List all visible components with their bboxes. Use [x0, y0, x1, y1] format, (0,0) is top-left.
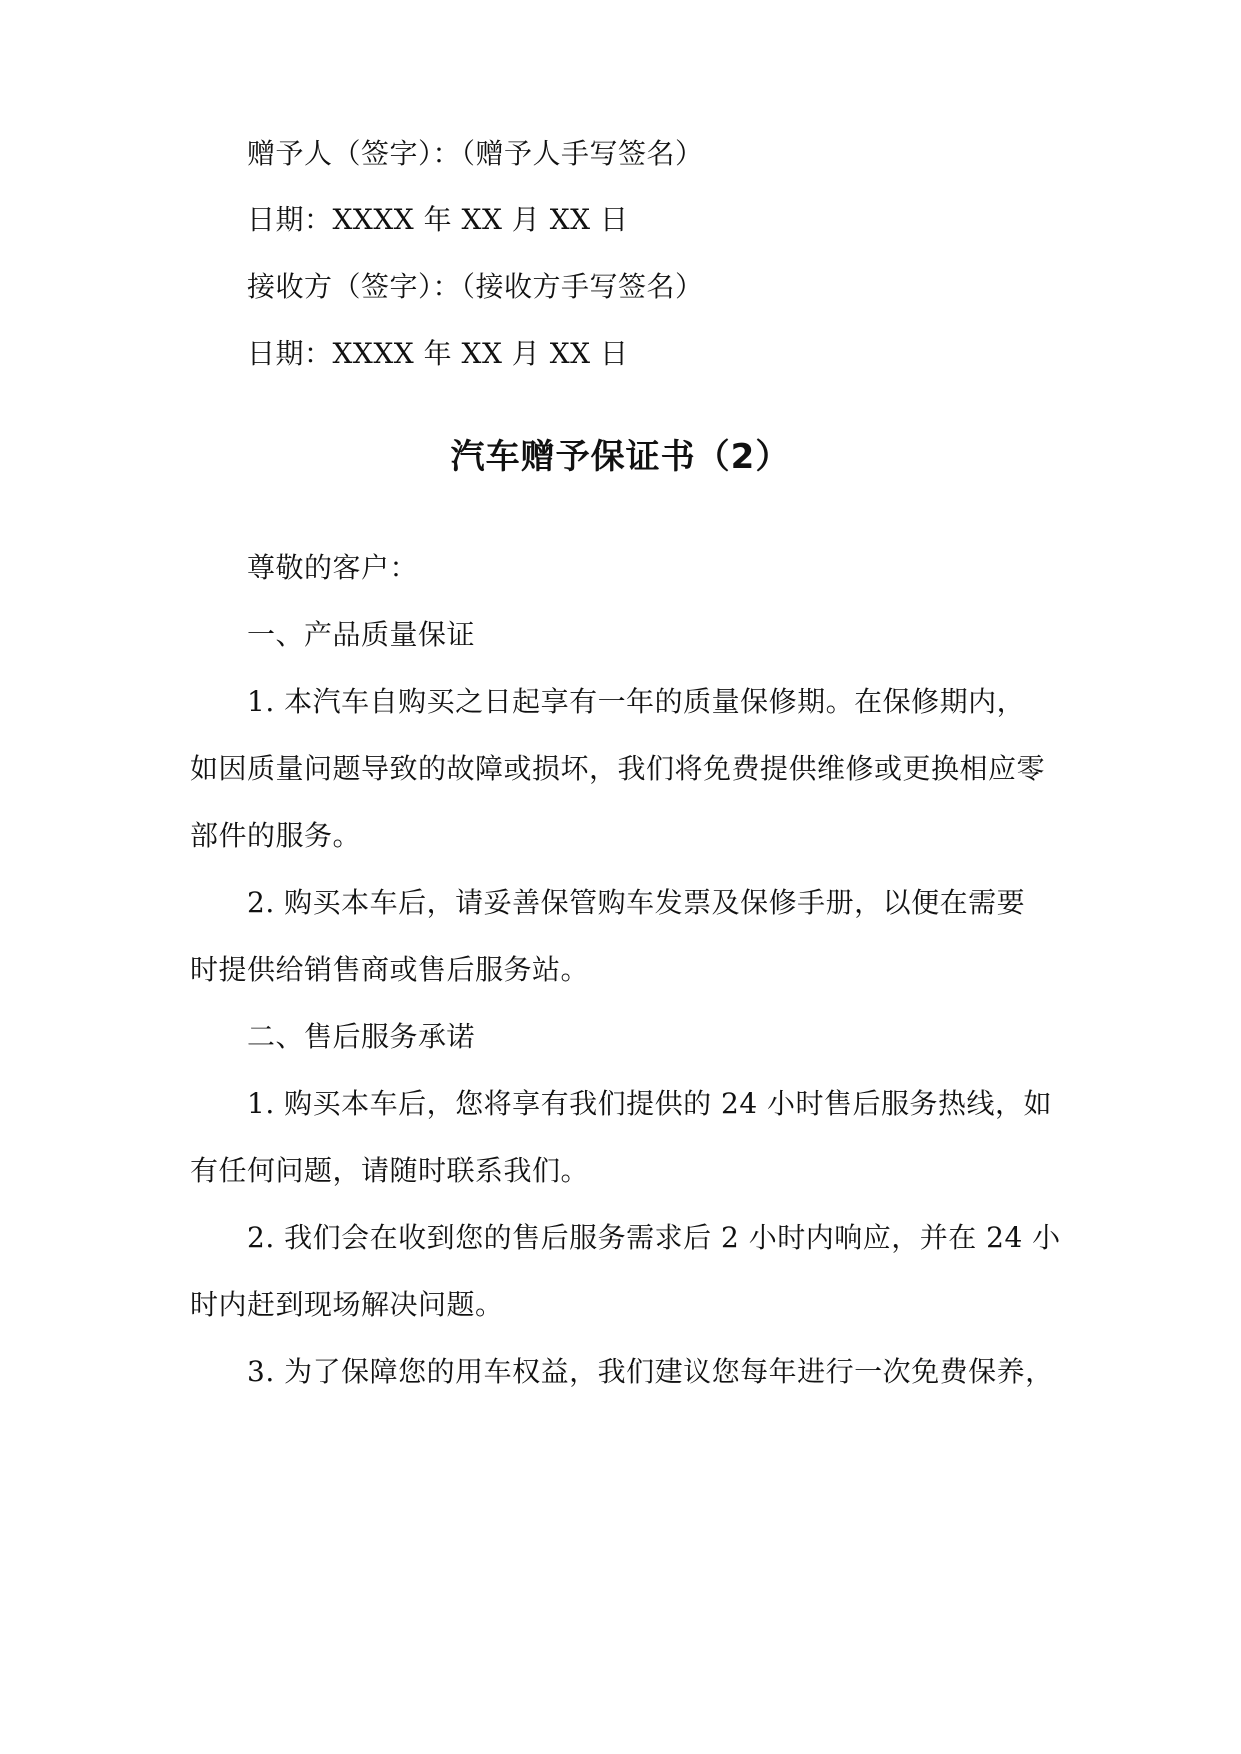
service-item-1-line-1: 1. 购买本车后，您将享有我们提供的 24 小时售后服务热线，如 — [247, 1087, 1053, 1120]
donor-date-line: 日期：XXXX 年 XX 月 XX 日 — [247, 203, 629, 236]
service-item-2-line-1: 2. 我们会在收到您的售后服务需求后 2 小时内响应，并在 24 小 — [247, 1221, 1061, 1254]
quality-item-2-line-1: 2. 购买本车后，请妥善保管购车发票及保修手册，以便在需要 — [247, 886, 1026, 919]
service-item-3-line-1: 3. 为了保障您的用车权益，我们建议您每年进行一次免费保养， — [247, 1355, 1054, 1388]
service-item-1-line-2: 有任何问题，请随时联系我们。 — [190, 1154, 590, 1187]
document-title: 汽车赠予保证书（2） — [450, 437, 791, 477]
quality-item-1-line-1: 1. 本汽车自购买之日起享有一年的质量保修期。在保修期内， — [247, 685, 1026, 718]
recipient-signature-line: 接收方（签字）：（接收方手写签名） — [247, 270, 704, 303]
quality-item-1-line-2: 如因质量问题导致的故障或损坏，我们将免费提供维修或更换相应零 — [190, 752, 1046, 785]
donor-signature-line: 赠予人（签字）：（赠予人手写签名） — [247, 137, 704, 170]
section-heading-service: 二、售后服务承诺 — [247, 1020, 476, 1053]
service-item-2-line-2: 时内赶到现场解决问题。 — [190, 1288, 504, 1321]
recipient-date-line: 日期：XXXX 年 XX 月 XX 日 — [247, 337, 629, 370]
quality-item-2-line-2: 时提供给销售商或售后服务站。 — [190, 953, 590, 986]
quality-item-1-line-3: 部件的服务。 — [190, 819, 362, 852]
salutation: 尊敬的客户： — [247, 551, 419, 584]
section-heading-quality: 一、产品质量保证 — [247, 618, 476, 651]
